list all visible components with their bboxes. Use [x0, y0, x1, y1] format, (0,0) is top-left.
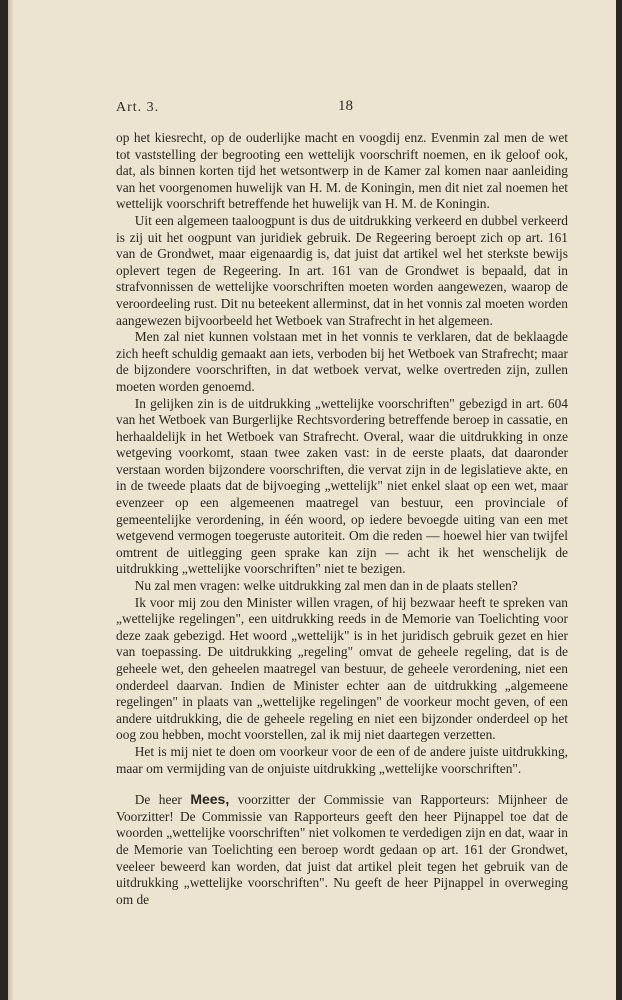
- article-reference: Art. 3.: [116, 100, 160, 115]
- speech-paragraph: [116, 791, 568, 908]
- paragraph-3: Men zal niet kunnen volstaan met in het vonnis te verklaren, dat de beklaagde zich heeft schuldig gemaakt aan iets, verboden bij het Wetboek van Strafrecht; maar de bijzondere voorschriften, in dat wetboek vervat, welke overtreden zijn, zullen moeten worden genoemd.: [116, 329, 568, 394]
- book-page: [8, 0, 616, 1000]
- paragraph-5: Nu zal men vragen: welke uitdrukking zal men dan in de plaats stellen?: [134, 578, 518, 594]
- page-spine-shadow: [8, 0, 14, 1000]
- speech-text: voorzitter der Commissie van Rapporteurs: Mijnheer de Voorzitter! De Commissie van Rapporteurs geeft den heer Pijnappel toe dat de woorden „wettelijke voorschriften" niet volkomen te verdedigen zijn en dat, waar in de Memorie van Toelichting een beroep wordt gedaan op art. 161 der Grondwet, veeleer beweerd kan worden, dat juist dat artikel pleit tegen het gebruik van de uitdrukking „wettelijke voorschriften". Nu geeft de heer Pijnappel in overweging om de: [116, 792, 568, 907]
- speaker-name: Mees,: [190, 791, 230, 808]
- paragraph-2: Uit een algemeen taaloogpunt is dus de uitdrukking verkeerd en dubbel verkeerd is zij uit het oogpunt van juridiek gebruik. De Regeering beroept zich op art. 161 van de Grondwet, maar eigenaardig is, dat juist dat artikel wel het sterkste bewijs oplevert tegen de Regeering. In art. 161 van de Grondwet is bepaald, dat in strafvonnissen de wettelijke voorschriften moeten worden aangewezen, waarop de veroordeeling rust. Dit nu beteekent allerminst, dat in het vonnis zal moeten worden aangewezen bijvoorbeeld het Wetboek van Strafrecht in het algemeen.: [116, 212, 568, 328]
- paragraph-1: op het kiesrecht, op de ouderlijke macht en voogdij enz. Evenmin zal men de wet tot vaststelling der begrooting een wettelijk voorschrift noemen, en ik geloof ook, dat, als binnen korten tijd het wetsontwerp in de Kamer zal komen naar aanleiding van het voorgenomen huwelijk van H. M. de Koningin, men dit niet zal noemen het wettelijk voorschrift betreffende het huwelijk van H. M. de Koningin.: [116, 130, 568, 212]
- paragraph-4: In gelijken zin is de uitdrukking „wettelijke voorschriften" gebezigd in art. 604 van het Wetboek van Burgerlijke Rechtsvordering betreffende beroep in cassatie, en herhaaldelijk in het Wetboek van Strafrecht. Overal, waar die uitdrukking in onze wetgeving voorkomt, staan twee zaken vast: in de eerste plaats, dat daaronder verstaan worden bijzondere voorschriften, die vervat zijn in de legislatieve akte, en in de tweede plaats dat de bijvoeging „wettelijk" niet enkel slaat op een wet, maar evenzeer op een algemeenen maatregel van bestuur, een provinciale of gemeentelijke verordening, in één woord, op iedere bevoegde uiting van een met wetgevend vermogen toegeruste autoriteit. Om die reden — hoewel hier van twijfel omtrent de uitlegging geen sprake kan zijn — acht ik het wenschelijk de uitdrukking „wettelijke voorschriften" niet te bezigen.: [116, 395, 568, 577]
- paragraph-7: Het is mij niet te doen om voorkeur voor de een of de andere juiste uitdrukking, maar om vermijding van de onjuiste uitdrukking „wettelijke voorschriften".: [116, 743, 568, 776]
- paragraph-6: Ik voor mij zou den Minister willen vragen, of hij bezwaar heeft te spreken van „wettelijke regelingen", een uitdrukking reeds in de Memorie van Toelichting voor deze zaak gebezigd. Het woord „wettelijk" is in het juridisch gebruik gezet en hier van toepassing. De uitdrukking „regeling" omvat de geheele regeling, dat is de geheele wet, den geheelen maatregel van bestuur, de geheele verordening, niet een onderdeel daarvan. Indien de Minister echter aan de uitdrukking „algemeene regelingen" in plaats van „wettelijke regelingen" de voorkeur mocht geven, of een andere uitdrukking, die de geheele regeling en niet een bijzonder onderdeel op het oog zou hebben, mocht voorstellen, zal ik mij niet daartegen verzetten.: [116, 594, 568, 743]
- speech-intro: De heer: [134, 792, 182, 808]
- body-text: [116, 130, 568, 908]
- running-header: [116, 100, 568, 120]
- page-number: 18: [338, 98, 353, 114]
